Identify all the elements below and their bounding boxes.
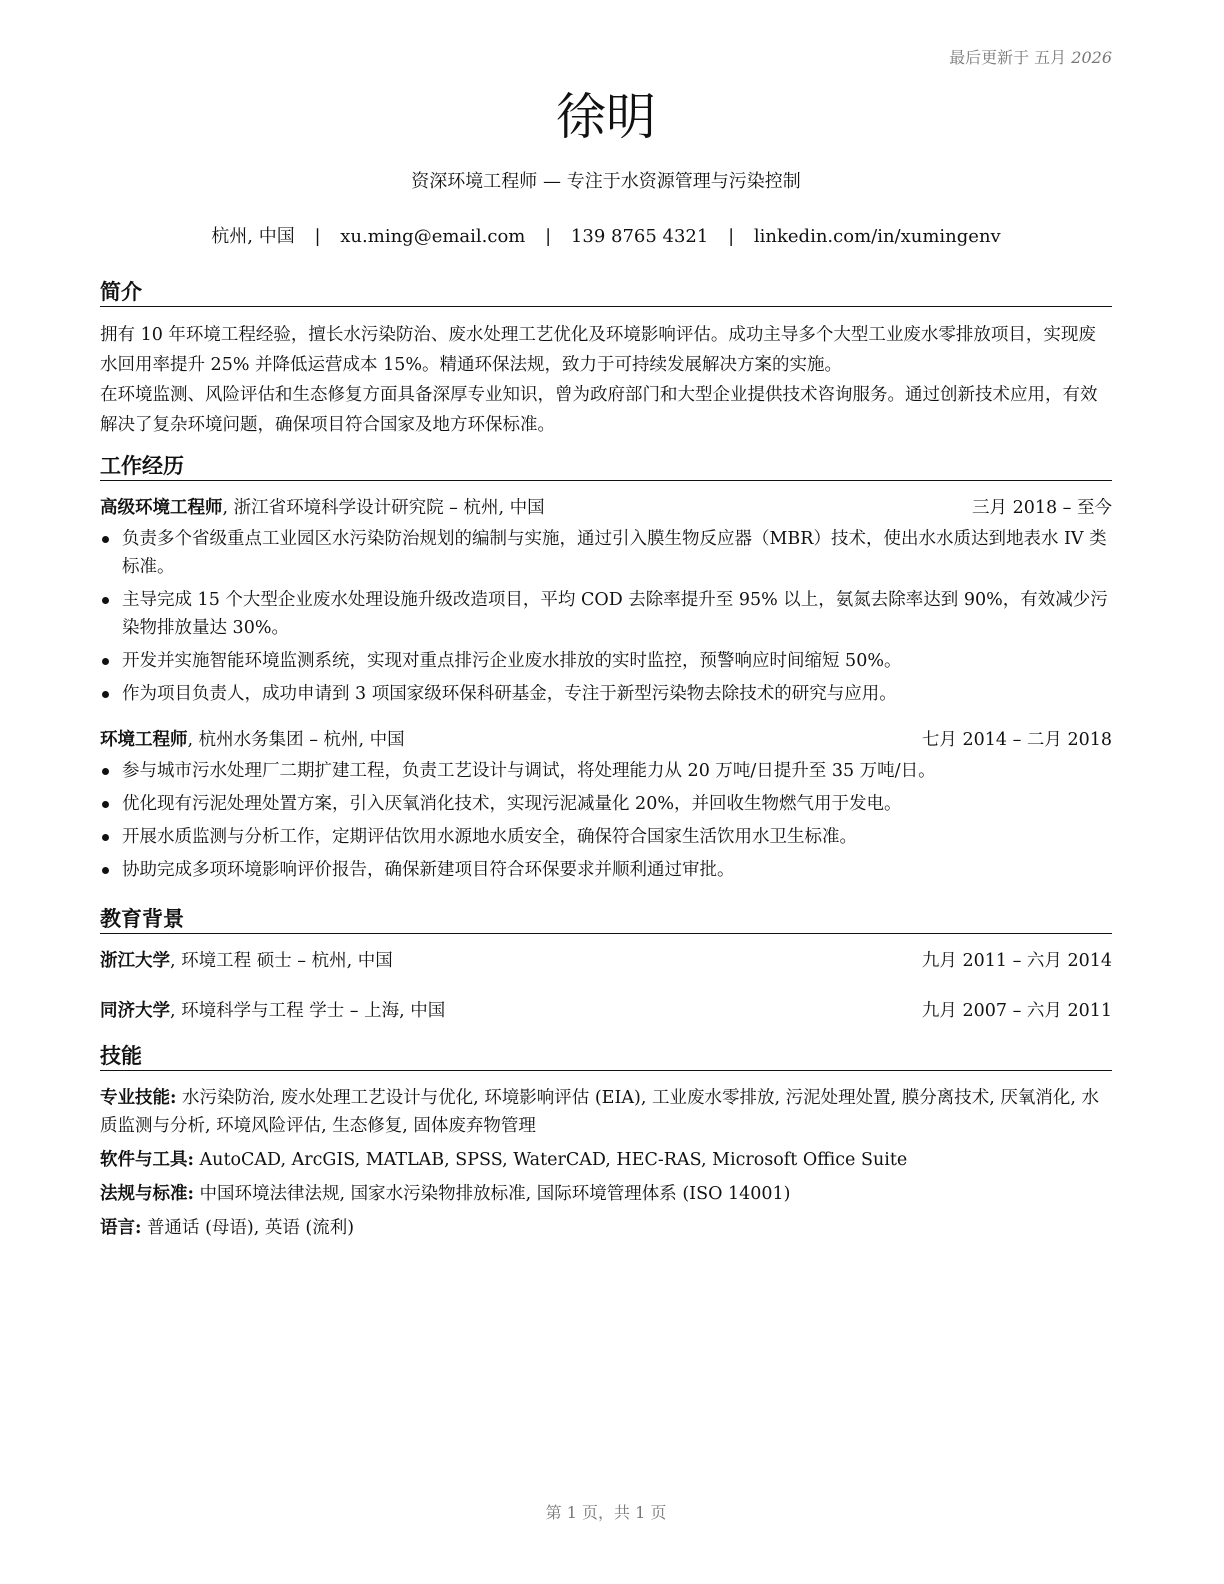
page-number: 第 1 页，共 1 页 [545, 1503, 667, 1522]
bullet-text: 开展水质监测与分析工作，定期评估饮用水源地水质安全，确保符合国家生活饮用水卫生标准。 [122, 827, 857, 847]
list-item [100, 856, 1112, 884]
job-bullets [100, 757, 1112, 889]
summary-paragraph: 在环境监测、风险评估和生态修复方面具备深厚专业知识，曾为政府部门和大型企业提供技术咨询服务。通过创新技术应用，有效解决了复杂环境问题，确保项目符合国家及地方环保标准。 [100, 385, 1098, 435]
education-dates: 九月 2011 – 六月 2014 [921, 951, 1112, 971]
section-title-experience: 工作经历 [100, 452, 1112, 481]
bullet-icon [102, 597, 109, 604]
education-dates: 九月 2007 – 六月 2011 [921, 1001, 1112, 1021]
skill-label: 法规与标准: [100, 1184, 194, 1204]
contact-line [100, 224, 1112, 250]
skill-line [100, 1146, 1112, 1174]
contact-separator: | [545, 226, 552, 247]
bullet-text: 主导完成 15 个大型企业废水处理设施升级改造项目，平均 COD 去除率提升至 95% 以上，氨氮去除率达到 90%，有效减少污染物排放量达 30%。 [122, 590, 1108, 638]
list-item [100, 823, 1112, 851]
bullet-icon [102, 834, 109, 841]
bullet-text: 负责多个省级重点工业园区水污染防治规划的编制与实施，通过引入膜生物反应器（MBR）技术，使出水水质达到地表水 IV 类标准。 [122, 529, 1107, 577]
list-item [100, 790, 1112, 818]
job-title-line [100, 495, 545, 521]
job-title-line [100, 727, 405, 753]
skill-text: 中国环境法律法规, 国家水污染物排放标准, 国际环境管理体系 (ISO 14001) [193, 1184, 791, 1204]
candidate-name: 徐明 [556, 88, 656, 146]
job-dates: 三月 2018 – 至今 [972, 498, 1112, 518]
skill-text: AutoCAD, ArcGIS, MATLAB, SPSS, WaterCAD, HEC-RAS, Microsoft Office Suite [193, 1150, 908, 1170]
bullet-icon [102, 768, 109, 775]
bullet-text: 协助完成多项环境影响评价报告，确保新建项目符合环保要求并顺利通过审批。 [122, 860, 735, 880]
education-school: 浙江大学 [100, 951, 170, 971]
skill-label: 软件与工具: [100, 1150, 194, 1170]
skill-line [100, 1084, 1112, 1140]
education-item [100, 998, 1112, 1024]
job-header [100, 727, 1112, 753]
skill-text: 水污染防治, 废水处理工艺设计与优化, 环境影响评估 (EIA), 工业废水零排放, 污泥处理处置, 膜分离技术, 厌氧消化, 水质监测与分析, 环境风险评估, 生态修复, 固体废弃物管理 [100, 1088, 1099, 1136]
bullet-icon [102, 536, 109, 543]
job-organization: , 杭州水务集团 – 杭州, 中国 [187, 730, 405, 750]
skill-line [100, 1180, 1112, 1208]
job-bullets [100, 525, 1112, 713]
contact-email[interactable]: xu.ming@email.com [340, 226, 526, 247]
contact-linkedin[interactable]: linkedin.com/in/xumingenv [753, 226, 1001, 247]
bullet-icon [102, 801, 109, 808]
summary-paragraph: 拥有 10 年环境工程经验，擅长水污染防治、废水处理工艺优化及环境影响评估。成功主导多个大型工业废水零排放项目，实现废水回用率提升 25% 并降低运营成本 15%。精通环保法规，致力于可持续发展解决方案的实施。 [100, 325, 1096, 375]
job-header [100, 495, 1112, 521]
bullet-text: 优化现有污泥处理处置方案，引入厌氧消化技术，实现污泥减量化 20%，并回收生物燃气用于发电。 [122, 794, 902, 814]
bullet-text: 参与城市污水处理厂二期扩建工程，负责工艺设计与调试，将处理能力从 20 万吨/日提升至 35 万吨/日。 [122, 761, 936, 781]
contact-separator: | [314, 226, 321, 247]
list-item [100, 680, 1112, 708]
contact-separator: | [728, 226, 735, 247]
bullet-icon [102, 658, 109, 665]
skill-text: 普通话 (母语), 英语 (流利) [141, 1218, 355, 1238]
contact-phone[interactable]: 139 8765 4321 [570, 226, 709, 247]
job-organization: , 浙江省环境科学设计研究院 – 杭州, 中国 [222, 498, 545, 518]
skill-label: 专业技能: [100, 1088, 177, 1108]
skill-label: 语言: [100, 1218, 142, 1238]
list-item [100, 757, 1112, 785]
education-item [100, 948, 1112, 974]
job-role: 高级环境工程师 [100, 498, 223, 518]
contact-location: 杭州, 中国 [211, 226, 295, 247]
job-dates: 七月 2014 – 二月 2018 [921, 730, 1112, 750]
bullet-icon [102, 691, 109, 698]
bullet-text: 开发并实施智能环境监测系统，实现对重点排污企业废水排放的实时监控，预警响应时间缩短 50%。 [122, 651, 902, 671]
last-updated-year: 2026 [1071, 48, 1112, 67]
education-title-line [100, 948, 393, 974]
skill-line [100, 1214, 1112, 1242]
education-detail: , 环境科学与工程 学士 – 上海, 中国 [170, 1001, 446, 1021]
last-updated-prefix: 最后更新于 五月 [949, 48, 1067, 67]
list-item [100, 586, 1112, 642]
list-item [100, 647, 1112, 675]
bullet-icon [102, 867, 109, 874]
last-updated [949, 45, 1112, 68]
education-school: 同济大学 [100, 1001, 170, 1021]
section-title-summary: 简介 [100, 278, 1112, 307]
education-title-line [100, 998, 445, 1024]
candidate-headline: 资深环境工程师 — 专注于水资源管理与污染控制 [411, 171, 801, 192]
list-item [100, 525, 1112, 581]
resume-page [100, 0, 1112, 1584]
job-role: 环境工程师 [100, 730, 188, 750]
section-title-skills: 技能 [100, 1042, 1112, 1071]
education-detail: , 环境工程 硕士 – 杭州, 中国 [170, 951, 393, 971]
section-title-education: 教育背景 [100, 905, 1112, 934]
bullet-text: 作为项目负责人，成功申请到 3 项国家级环保科研基金，专注于新型污染物去除技术的研究与应用。 [122, 684, 897, 704]
